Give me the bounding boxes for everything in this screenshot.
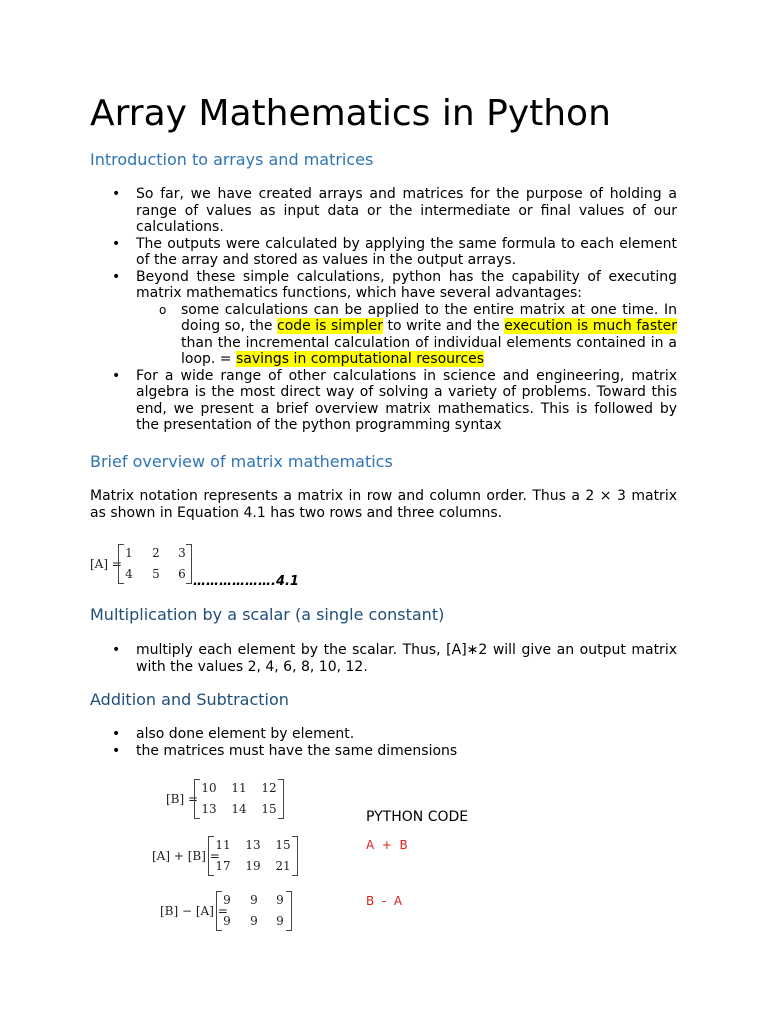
equation-sum — [152, 836, 302, 878]
heading-overview: Brief overview of matrix mathematics — [90, 452, 393, 471]
matrix-cell: 9 — [223, 893, 231, 907]
highlight-code-simpler: code is simpler — [277, 318, 383, 334]
list-item: • multiply each element by the scalar. Thus, [A]∗2 will give an output matrix with the values 2, 4, 6, 8, 10, 12. — [90, 642, 677, 675]
python-code-title: PYTHON CODE — [366, 809, 469, 825]
sub-bullet-list — [136, 302, 677, 368]
list-item: • So far, we have created arrays and matrices for the purpose of holding a range of values as input data or the intermediate or final values of our calculations. — [90, 186, 677, 236]
matrix-cell: 19 — [245, 859, 261, 873]
list-item: • The outputs were calculated by applying the same formula to each element of the array and stored as values in the output arrays. — [90, 236, 677, 269]
matrix-cell: 15 — [275, 838, 291, 852]
equation-a — [90, 544, 200, 586]
matrix-cell: 9 — [250, 914, 258, 928]
matrix-cell: 12 — [261, 781, 277, 795]
sub-text-3: than the incremental calculation of individual elements contained in a loop. = — [181, 334, 677, 367]
matrix-cell: 9 — [250, 893, 258, 907]
matrix-cell: 10 — [201, 781, 217, 795]
highlight-savings: savings in computational resources — [236, 351, 485, 367]
equation-b-label: [B] = — [166, 792, 199, 806]
equation-diff — [160, 891, 300, 933]
matrix-sum — [208, 836, 298, 876]
matrix-cell: 9 — [276, 893, 284, 907]
equation-number: ……………….4.1 — [193, 574, 299, 589]
scalar-bullet-list — [90, 642, 677, 675]
overview-paragraph: Matrix notation represents a matrix in row and column order. Thus a 2 × 3 matrix as shown in Equation 4.1 has two rows and three columns. — [90, 488, 677, 521]
equation-b — [166, 779, 296, 821]
addsub-bullet-list — [90, 726, 677, 759]
matrix-cell: 6 — [178, 567, 186, 581]
matrix-cell: 3 — [178, 546, 186, 560]
matrix-cell: 15 — [261, 802, 277, 816]
heading-addsub: Addition and Subtraction — [90, 690, 289, 709]
matrix-cell: 9 — [223, 914, 231, 928]
matrix-cell: 13 — [245, 838, 261, 852]
list-item: • For a wide range of other calculations in science and engineering, matrix algebra is the most direct way of solving a variety of problems. Toward this end, we present a brief overview matrix mathematics. This is followed by the presentation of the python programming syntax — [90, 368, 677, 434]
matrix-cell: 1 — [125, 546, 133, 560]
matrix-cell: 9 — [276, 914, 284, 928]
sub-text-2: to write and the — [382, 318, 505, 334]
list-item: • also done element by element. — [90, 726, 677, 743]
matrix-cell: 13 — [201, 802, 217, 816]
matrix-cell: 2 — [152, 546, 160, 560]
heading-intro: Introduction to arrays and matrices — [90, 150, 374, 169]
matrix-cell: 11 — [215, 838, 231, 852]
page-title: Array Mathematics in Python — [90, 93, 611, 134]
matrix-diff — [216, 891, 292, 931]
equation-diff-label: [B] − [A] = — [160, 904, 228, 918]
equation-sum-label: [A] + [B] = — [152, 849, 220, 863]
code-add: A + B — [366, 838, 408, 852]
matrix-cell: 17 — [215, 859, 231, 873]
list-item: • the matrices must have the same dimensions — [90, 743, 677, 760]
list-item-text: Beyond these simple calculations, python has the capability of executing matrix mathematics functions, which have several advantages: — [136, 268, 677, 301]
matrix-cell: 11 — [231, 781, 247, 795]
matrix-cell: 4 — [125, 567, 133, 581]
matrix-cell: 21 — [275, 859, 291, 873]
highlight-execution-faster: execution is much faster — [504, 318, 677, 334]
matrix-b — [194, 779, 284, 819]
code-sub: B - A — [366, 894, 403, 908]
heading-scalar: Multiplication by a scalar (a single constant) — [90, 605, 445, 624]
matrix-cell: 14 — [231, 802, 247, 816]
matrix-cell: 5 — [152, 567, 160, 581]
sub-list-item — [136, 302, 677, 368]
intro-bullet-list — [90, 186, 677, 434]
equation-a-label: [A] = — [90, 557, 122, 571]
matrix-a — [118, 544, 192, 584]
sub-text-1: some calculations can be applied to the entire matrix at one time. In doing so, the — [181, 301, 677, 334]
list-item — [90, 269, 677, 368]
